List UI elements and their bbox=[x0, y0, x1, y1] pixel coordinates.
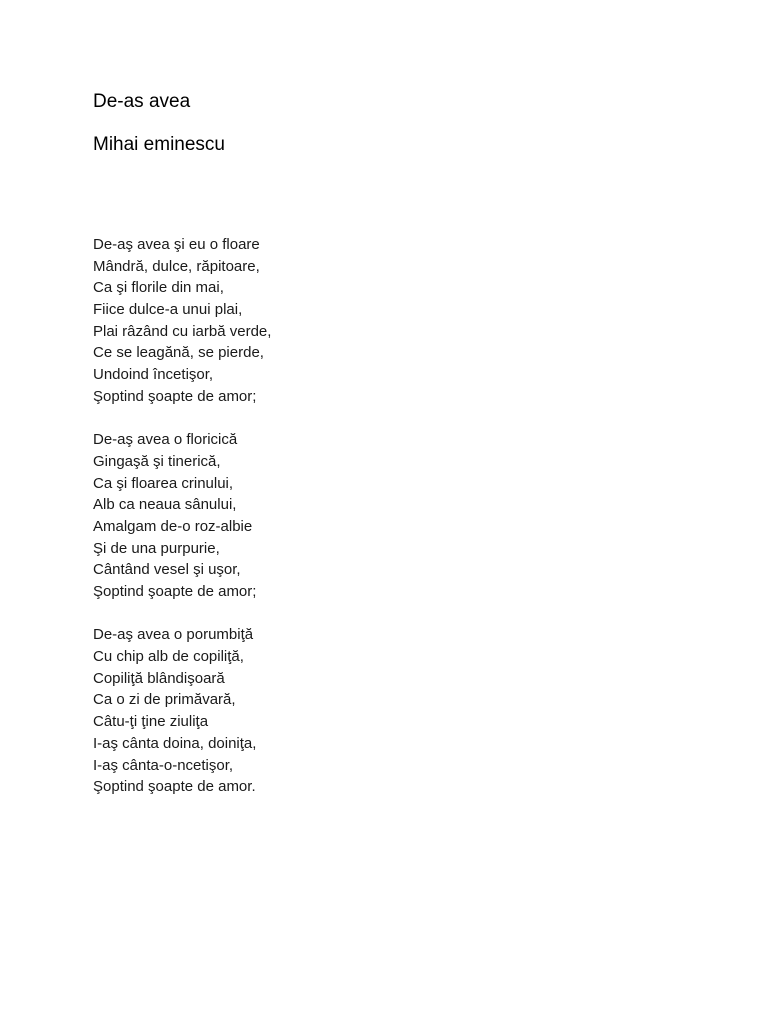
poem-line: Gingaşă şi tinerică, bbox=[93, 452, 221, 470]
poem-title: De-as avea bbox=[93, 91, 191, 112]
poem-line: I-aş cânta-o-ncetişor, bbox=[93, 756, 234, 774]
poem-body bbox=[93, 234, 693, 820]
poem-line: Cântând vesel şi uşor, bbox=[93, 561, 241, 579]
poem-line: Şoptind şoapte de amor. bbox=[93, 778, 256, 796]
poem-line: Ca o zi de primăvară, bbox=[93, 691, 236, 709]
stanza-1 bbox=[93, 234, 693, 408]
poem-line: Cu chip alb de copiliţă, bbox=[93, 648, 244, 666]
poem-line: Şoptind şoapte de amor; bbox=[93, 583, 257, 600]
stanza-3 bbox=[93, 624, 693, 798]
poem-line: Mândră, dulce, răpitoare, bbox=[93, 257, 260, 275]
stanza-2 bbox=[93, 429, 693, 603]
poem-line: Şoptind şoapte de amor; bbox=[93, 387, 257, 405]
poem-line: Amalgam de-o roz-albie bbox=[93, 517, 253, 535]
poem-line: Şi de una purpurie, bbox=[93, 539, 220, 557]
poem-line: Ca şi floarea crinului, bbox=[93, 474, 234, 492]
poem-line: I-aş cânta doina, doiniţa, bbox=[93, 734, 257, 752]
poem-line: Ca şi florile din mai, bbox=[93, 279, 224, 297]
poem-line: De-aş avea şi eu o floare bbox=[93, 236, 260, 253]
poem-line: Undoind încetişor, bbox=[93, 366, 214, 384]
poem-line: De-aş avea o floricică bbox=[93, 431, 238, 449]
poem-line: Fiice dulce-a unui plai, bbox=[93, 301, 243, 319]
poem-line: Copiliţă blândişoară bbox=[93, 669, 225, 687]
poem-line: Câtu-ţi ţine ziuliţa bbox=[93, 713, 209, 731]
poem-line: Alb ca neaua sânului, bbox=[93, 496, 237, 514]
poem-line: Ce se leagănă, se pierde, bbox=[93, 344, 264, 362]
poem-author: Mihai eminescu bbox=[93, 134, 225, 155]
poem-line: Plai râzând cu iarbă verde, bbox=[93, 322, 272, 340]
poem-line: De-aş avea o porumbiţă bbox=[93, 626, 254, 644]
